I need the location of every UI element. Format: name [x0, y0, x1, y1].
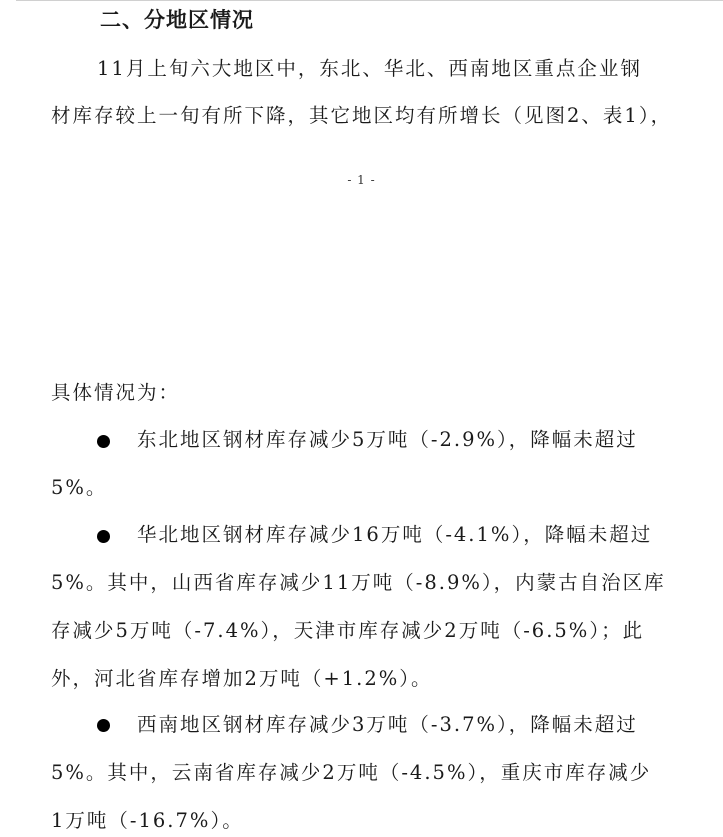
north-line-4: 外，河北省库存增加2万吨（+1.2%）。	[51, 667, 433, 690]
intro-line-1: 11月上旬六大地区中，东北、华北、西南地区重点企业钢	[97, 57, 642, 80]
bullet-icon	[97, 435, 110, 448]
top-divider	[16, 0, 723, 1]
intro-line-2: 材库存较上一旬有所下降，其它地区均有所增长（见图2、表1），	[51, 104, 673, 127]
southwest-line-2: 5%。其中，云南省库存减少2万吨（-4.5%），重庆市库存减少	[51, 761, 652, 784]
section-title: 二、分地区情况	[100, 8, 254, 32]
northeast-line-1: 东北地区钢材库存减少5万吨（-2.9%），降幅未超过	[137, 428, 638, 451]
north-line-3: 存减少5万吨（-7.4%），天津市库存减少2万吨（-6.5%）；此	[51, 619, 645, 642]
page-number: - 1 -	[347, 173, 376, 187]
bullet-icon	[97, 719, 110, 732]
north-line-1: 华北地区钢材库存减少16万吨（-4.1%），降幅未超过	[137, 523, 653, 546]
bullet-icon	[97, 530, 110, 543]
details-intro: 具体情况为：	[51, 381, 181, 404]
southwest-line-3: 1万吨（-16.7%）。	[51, 809, 244, 832]
north-line-2: 5%。其中，山西省库存减少11万吨（-8.9%），内蒙古自治区库	[51, 571, 666, 594]
southwest-line-1: 西南地区钢材库存减少3万吨（-3.7%），降幅未超过	[137, 713, 638, 736]
northeast-line-2: 5%。	[51, 476, 108, 499]
